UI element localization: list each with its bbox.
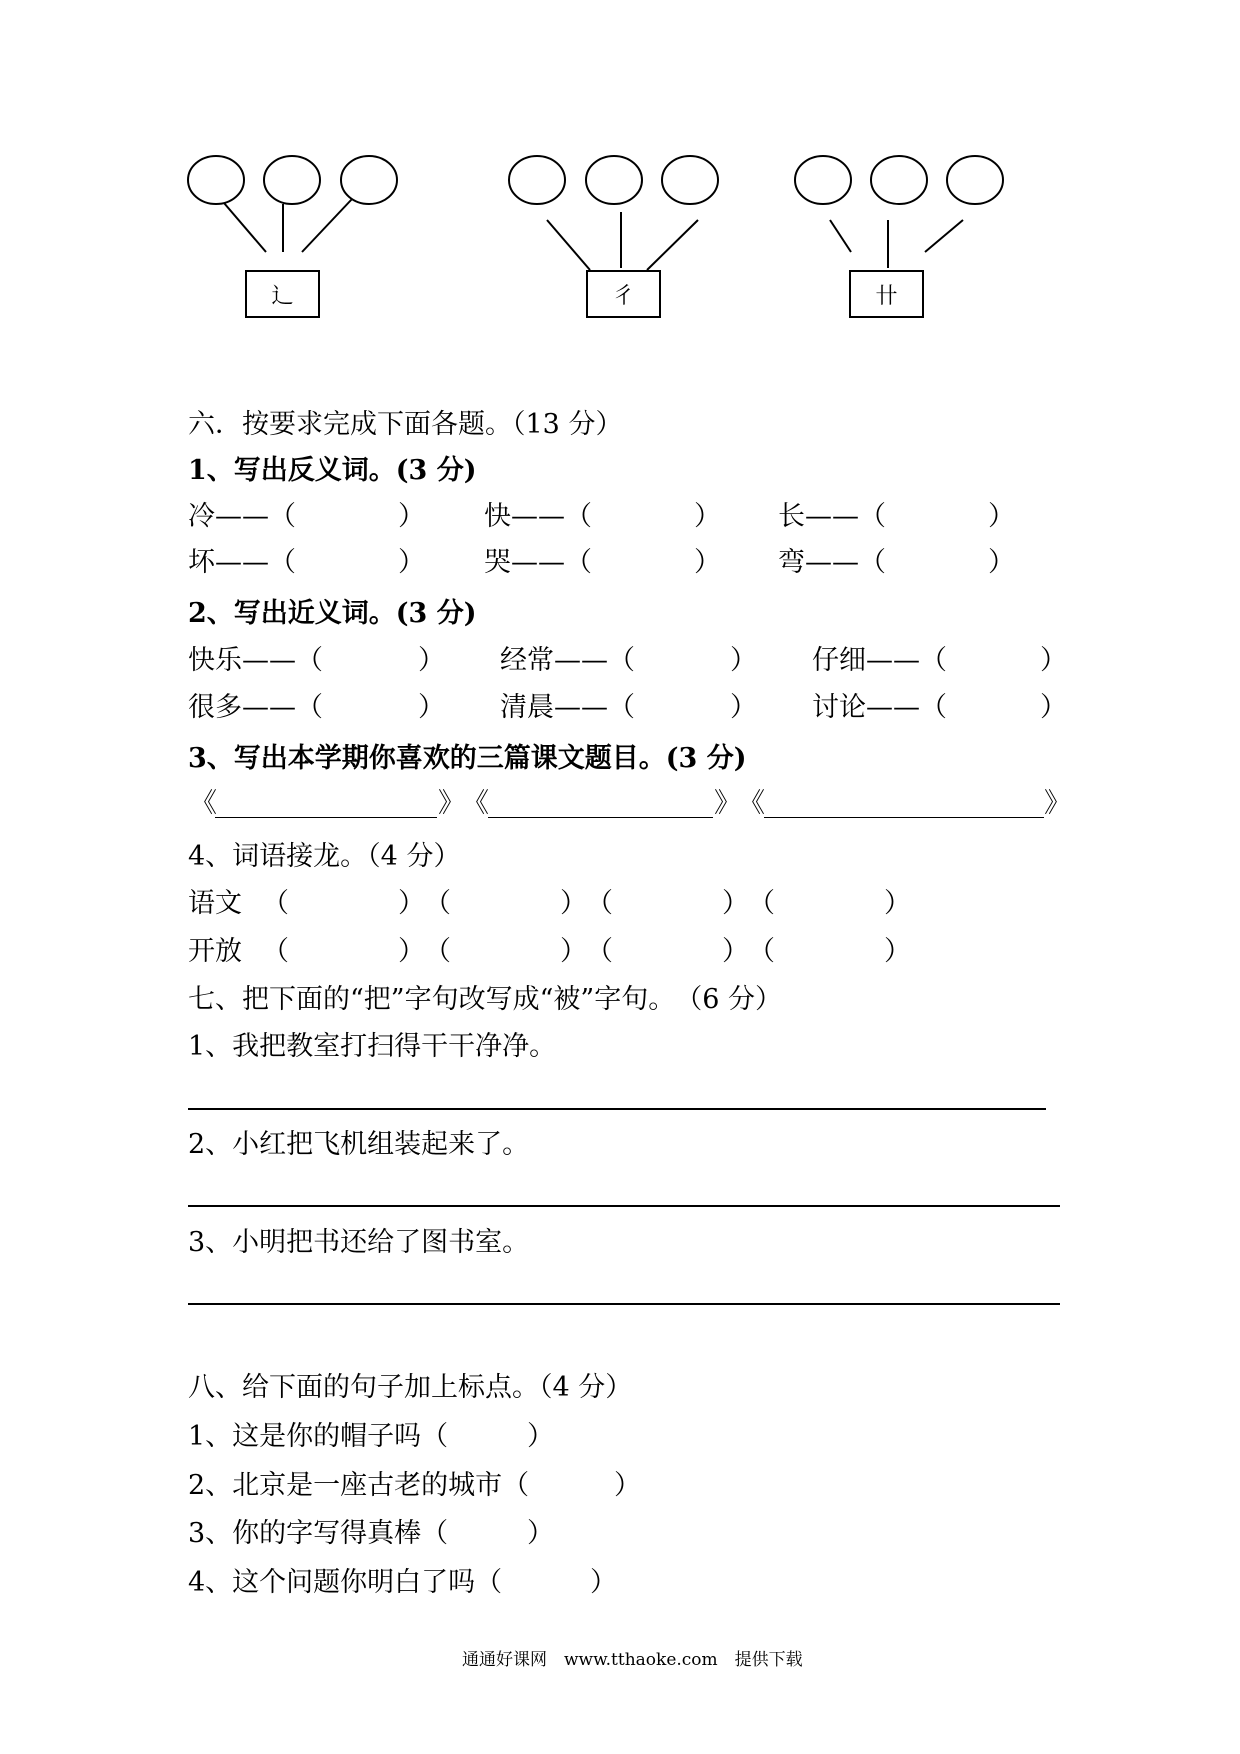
antonym-cry-close: ）	[694, 547, 721, 578]
chain-open: （	[262, 888, 289, 919]
title-close-1: 》	[438, 788, 465, 819]
synonym-many: 很多——（	[188, 692, 323, 723]
synonym-often: 经常——（	[500, 645, 635, 676]
chain-open: （	[586, 888, 613, 919]
title-open-2: 《	[462, 788, 489, 819]
synonym-many-close: ）	[418, 692, 445, 723]
synonym-discuss: 讨论——（	[812, 692, 947, 723]
section6-title: 六．按要求完成下面各题。（13 分）	[188, 409, 623, 440]
antonym-bad-close: ）	[398, 547, 425, 578]
chain-close: ）	[884, 888, 911, 919]
antonym-bent: 弯——（	[778, 547, 886, 578]
title-blank-1[interactable]	[215, 817, 437, 818]
synonym-happy-close: ）	[418, 645, 445, 676]
antonym-cold-close: ）	[398, 501, 425, 532]
q2-title: 2、写出近义词。(3 分)	[188, 598, 477, 629]
section8-title: 八、给下面的句子加上标点。（4 分）	[188, 1372, 633, 1403]
answer-line-3[interactable]	[188, 1303, 1060, 1305]
punct-close-3: ）	[527, 1518, 554, 1549]
rewrite-item-2: 2、小红把飞机组装起来了。	[188, 1129, 530, 1160]
synonym-careful: 仔细——（	[812, 645, 947, 676]
chain-close: ）	[722, 936, 749, 967]
punct-close-1: ）	[527, 1421, 554, 1452]
chain-open: （	[748, 888, 775, 919]
synonym-often-close: ）	[730, 645, 757, 676]
title-close-2: 》	[714, 788, 741, 819]
punct-item-4: 4、这个问题你明白了吗（	[188, 1567, 503, 1598]
title-close-3: 》	[1044, 788, 1071, 819]
chain-open: （	[424, 888, 451, 919]
synonym-careful-close: ）	[1040, 645, 1067, 676]
chain-open: （	[262, 936, 289, 967]
chain-close: ）	[560, 888, 587, 919]
punct-item-1: 1、这是你的帽子吗（	[188, 1421, 449, 1452]
q1-title: 1、写出反义词。(3 分)	[188, 455, 477, 486]
blank-circle	[795, 156, 851, 204]
chain-open: （	[586, 936, 613, 967]
title-blank-3[interactable]	[764, 817, 1044, 818]
blank-circle	[188, 156, 244, 204]
antonym-long-close: ）	[988, 501, 1015, 532]
answer-line-2[interactable]	[188, 1205, 1060, 1207]
blank-circle	[662, 156, 718, 204]
blank-circle	[509, 156, 565, 204]
answer-line-1[interactable]	[188, 1108, 1046, 1110]
blank-circle	[947, 156, 1003, 204]
rewrite-item-1: 1、我把教室打扫得干干净净。	[188, 1031, 557, 1062]
blank-circle	[264, 156, 320, 204]
punct-item-3: 3、你的字写得真棒（	[188, 1518, 449, 1549]
synonym-morning-close: ）	[730, 692, 757, 723]
title-blank-2[interactable]	[488, 817, 713, 818]
antonym-fast-close: ）	[694, 501, 721, 532]
chain-open: （	[424, 936, 451, 967]
radical-box-2: 彳	[586, 270, 661, 318]
synonym-morning: 清晨——（	[500, 692, 635, 723]
blank-circle	[586, 156, 642, 204]
footer-credit: 通通好课网 www.tthaoke.com 提供下载	[462, 1650, 803, 1670]
q4-title: 4、词语接龙。（4 分）	[188, 841, 461, 872]
punct-close-4: ）	[590, 1567, 617, 1598]
blank-circle	[871, 156, 927, 204]
synonym-happy: 快乐——（	[188, 645, 323, 676]
rewrite-item-3: 3、小明把书还给了图书室。	[188, 1227, 530, 1258]
title-open-1: 《	[190, 788, 217, 819]
chain-close: ）	[560, 936, 587, 967]
chain-close: ）	[398, 936, 425, 967]
punct-item-2: 2、北京是一座古老的城市（	[188, 1470, 530, 1501]
chain-close: ）	[722, 888, 749, 919]
chain-close: ）	[884, 936, 911, 967]
synonym-discuss-close: ）	[1040, 692, 1067, 723]
radical-box-1: 辶	[245, 270, 320, 318]
antonym-cold: 冷——（	[188, 501, 296, 532]
chain-open: （	[748, 936, 775, 967]
radical-box-3: 卄	[849, 270, 924, 318]
punct-close-2: ）	[614, 1470, 641, 1501]
chain-word-1: 语文	[188, 888, 242, 919]
title-open-3: 《	[738, 788, 765, 819]
antonym-fast: 快——（	[484, 501, 592, 532]
antonym-bad: 坏——（	[188, 547, 296, 578]
antonym-cry: 哭——（	[484, 547, 592, 578]
section7-title: 七、把下面的“把”字句改写成“被”字句。 （6 分）	[188, 984, 782, 1015]
antonym-long: 长——（	[778, 501, 886, 532]
blank-circle	[341, 156, 397, 204]
q3-title: 3、写出本学期你喜欢的三篇课文题目。(3 分)	[188, 743, 747, 774]
chain-close: ）	[398, 888, 425, 919]
antonym-bent-close: ）	[988, 547, 1015, 578]
chain-word-2: 开放	[188, 936, 242, 967]
